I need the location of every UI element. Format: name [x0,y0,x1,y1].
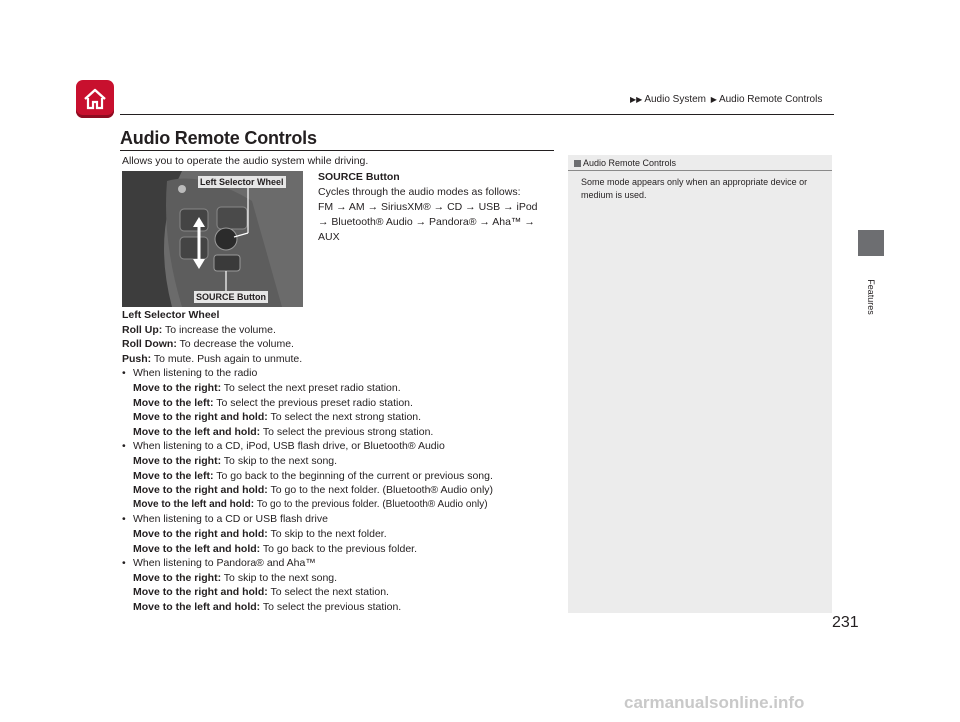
desc: To go back to the previous folder. [260,542,417,555]
wheel-heading: Left Selector Wheel [122,309,220,321]
desc: To skip to the next folder. [267,527,387,540]
desc: To select the previous preset radio station. [213,396,413,409]
breadcrumb [628,94,822,105]
desc: To select the next strong station. [267,411,422,424]
title-rule [120,150,554,151]
figure-label-wheel: Left Selector Wheel [200,177,284,187]
term: Move to the left: [133,469,214,482]
bullet-text: When listening to Pandora® and Aha™ [133,557,316,570]
bullet-text: When listening to a CD, iPod, USB flash drive, or Bluetooth® Audio [133,440,445,453]
sub-item [122,483,562,498]
breadcrumb-arrow-icon: ▶ [710,95,717,104]
term: Move to the right and hold: [133,586,268,599]
desc: To skip to the next song. [221,454,338,467]
bullet-icon: • [122,367,126,380]
desc: To go back to the beginning of the current or previous song. [213,469,493,482]
steering-wheel-figure [122,171,303,307]
section-label-text: Features [866,279,876,315]
desc: To select the next station. [267,586,389,599]
term: Move to the right and hold: [133,411,268,424]
wheel-line [122,352,562,367]
figure-label-source: SOURCE Button [196,292,266,302]
note-marker-icon [574,160,581,167]
section-label [858,262,884,332]
sub-item [122,585,562,600]
watermark: carmanualsonline.info [624,693,805,712]
note-heading-text: Audio Remote Controls [583,158,677,168]
desc: To increase the volume. [162,323,276,336]
desc: To go to the previous folder. (Bluetooth® Audio only) [254,498,488,510]
wheel-line [122,323,562,338]
desc: To select the next preset radio station. [221,381,401,394]
sub-item [122,454,562,469]
sub-item [122,542,562,557]
sub-item [122,425,562,440]
bullet-text: When listening to the radio [133,367,258,380]
term: Move to the left and hold: [133,600,261,613]
note-text: Some mode appears only when an appropriate device or medium is used. [581,177,808,200]
term: Move to the right: [133,381,222,394]
source-heading: SOURCE Button [318,171,400,183]
sub-item [122,571,562,586]
wheel-section [122,308,562,614]
intro-text: Allows you to operate the audio system while driving. [122,155,369,167]
note-rule [568,170,832,171]
term: Move to the left and hold: [133,425,261,438]
desc: To select the previous station. [260,600,402,613]
sub-item [122,381,562,396]
bullet-item [122,439,562,454]
term: Move to the left and hold: [133,542,261,555]
bullet-item [122,512,562,527]
note-heading [574,158,676,168]
desc: To skip to the next song. [221,571,338,584]
desc: To mute. Push again to unmute. [151,352,303,365]
sub-item [122,600,562,615]
bullet-item [122,556,562,571]
sub-item [122,396,562,411]
term: Move to the right: [133,571,222,584]
term: Move to the right: [133,454,222,467]
source-line: AUX [318,231,340,243]
desc: To go to the next folder. (Bluetooth® Audio only) [267,484,494,497]
term: Roll Up: [122,323,163,336]
section-tab[interactable] [858,230,884,256]
term: Push: [122,352,152,365]
sub-item [122,469,562,484]
desc: To decrease the volume. [176,338,294,351]
home-button[interactable] [76,80,114,118]
page-title: Audio Remote Controls [120,128,317,148]
breadcrumb-item[interactable]: Audio Remote Controls [718,94,823,105]
term: Move to the left: [133,396,214,409]
bullet-icon: • [122,557,126,570]
term: Move to the right and hold: [133,484,268,497]
wheel-line [122,337,562,352]
bullet-icon: • [122,440,126,453]
term: Roll Down: [122,338,177,351]
steering-controls-illustration [122,171,303,307]
term: Move to the left and hold: [133,498,255,510]
sub-item [122,498,562,513]
source-line: → Bluetooth® Audio → Pandora® → Aha™ → [318,216,535,228]
source-button-section [318,170,558,245]
sub-item [122,527,562,542]
sub-item [122,410,562,425]
source-line: FM → AM → SiriusXM® → CD → USB → iPod [318,201,538,213]
breadcrumb-item[interactable]: Audio System [644,94,707,105]
page-number: 231 [832,614,859,631]
bullet-icon: • [122,513,126,526]
home-icon [82,86,108,112]
side-note-panel [568,155,832,613]
breadcrumb-arrow-icon: ▶▶ [630,95,643,104]
bullet-item [122,366,562,381]
term: Move to the right and hold: [133,527,268,540]
bullet-text: When listening to a CD or USB flash drive [133,513,328,526]
source-line: Cycles through the audio modes as follows: [318,186,521,198]
header-rule [120,114,834,115]
desc: To select the previous strong station. [260,425,434,438]
